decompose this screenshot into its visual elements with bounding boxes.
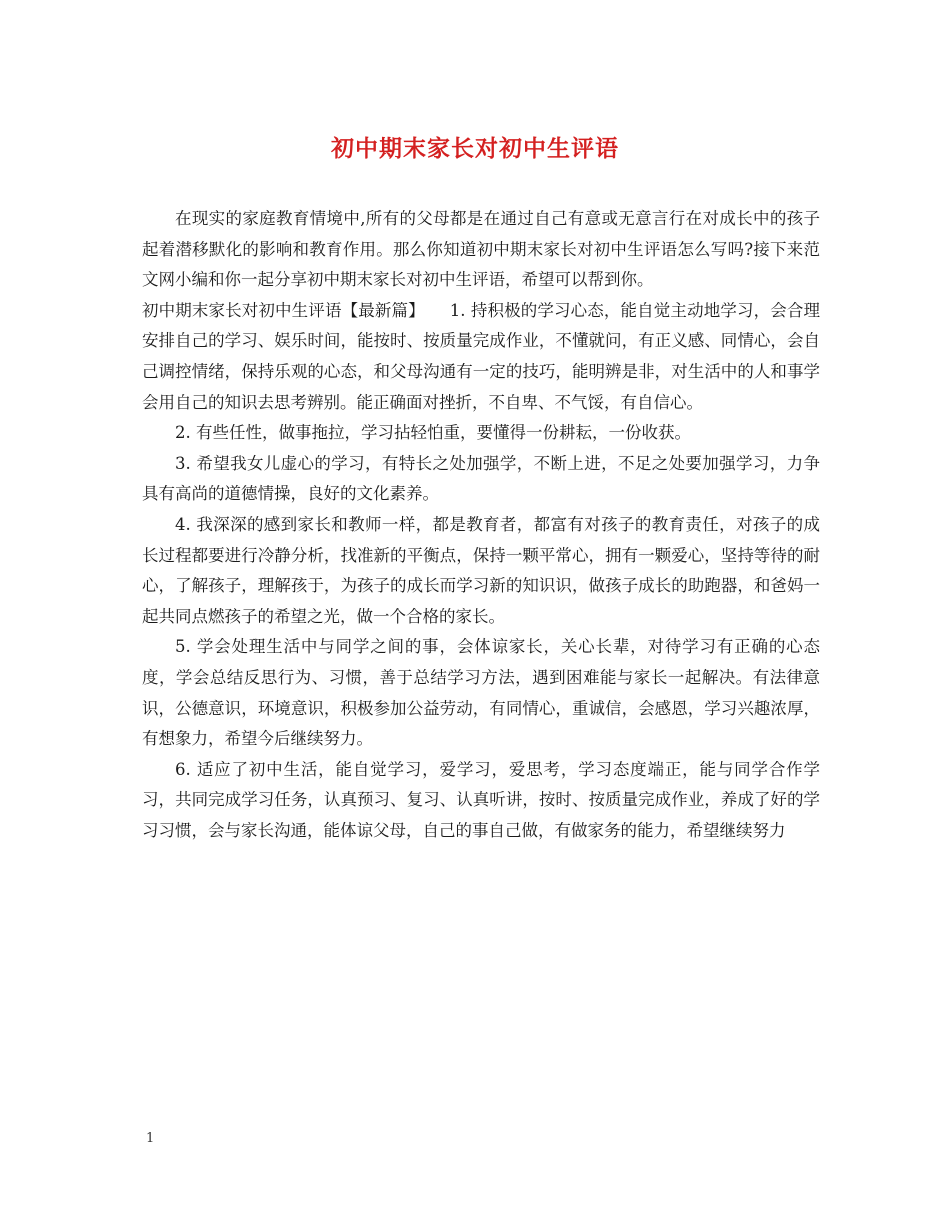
- list-item: 6. 适应了初中生活，能自觉学习，爱学习，爱思考，学习态度端正，能与同学合作学习，共同完成学习任务，认真预习、复习、认真听讲，按时、按质量完成作业，养成了好的学习习惯，会与家长沟通，能体谅父母，自己的事自己做，有做家务的能力，希望继续努力: [142, 759, 820, 840]
- intro-paragraph: 在现实的家庭教育情境中,所有的父母都是在通过自己有意或无意言行在对成长中的孩子起着潜移默化的影响和教育作用。那么你知道初中期末家长对初中生评语怎么写吗?接下来范文网小编和你一起分享初中期末家长对初中生评语，希望可以帮到你。: [142, 209, 820, 290]
- list-item: 2. 有些任性，做事拖拉，学习拈轻怕重，要懂得一份耕耘，一份收获。: [175, 423, 691, 443]
- list-item: 5. 学会处理生活中与同学之间的事，会体谅家长，关心长辈，对待学习有正确的心态度，学会总结反思行为、习惯，善于总结学习方法，遇到困难能与家长一起解决。有法律意识，公德意识，环境意识，积极参加公益劳动，有同情心，重诚信，会感恩，学习兴趣浓厚，有想象力，希望今后继续努力。: [142, 637, 820, 749]
- list-item: 3. 希望我女儿虚心的学习，有特长之处加强学，不断上进，不足之处要加强学习，力争具有高尚的道德情操，良好的文化素养。: [142, 453, 820, 504]
- section-heading-paragraph: 初中期末家长对初中生评语【最新篇】 1. 持积极的学习心态，能自觉主动地学习，会合理安排自己的学习、娱乐时间，能按时、按质量完成作业，不懂就问，有正义感、同情心，会自己调控情绪，保持乐观的心态，和父母沟通有一定的技巧，能明辨是非，对生活中的人和事学会用自己的知识去思考辨别。能正确面对挫折，不自卑、不气馁，有自信心。: [142, 300, 820, 412]
- page-number: 1: [146, 1131, 155, 1146]
- document-body: [142, 204, 820, 846]
- document-title: 初中期末家长对初中生评语: [331, 135, 619, 162]
- list-item: 4. 我深深的感到家长和教师一样，都是教育者，都富有对孩子的教育责任，对孩子的成长过程都要进行冷静分析，找准新的平衡点，保持一颗平常心，拥有一颗爱心，坚持等待的耐心，了解孩子，理解孩于，为孩子的成长而学习新的知识识，做孩子成长的助跑器，和爸妈一起共同点燃孩子的希望之光，做一个合格的家长。: [142, 514, 820, 626]
